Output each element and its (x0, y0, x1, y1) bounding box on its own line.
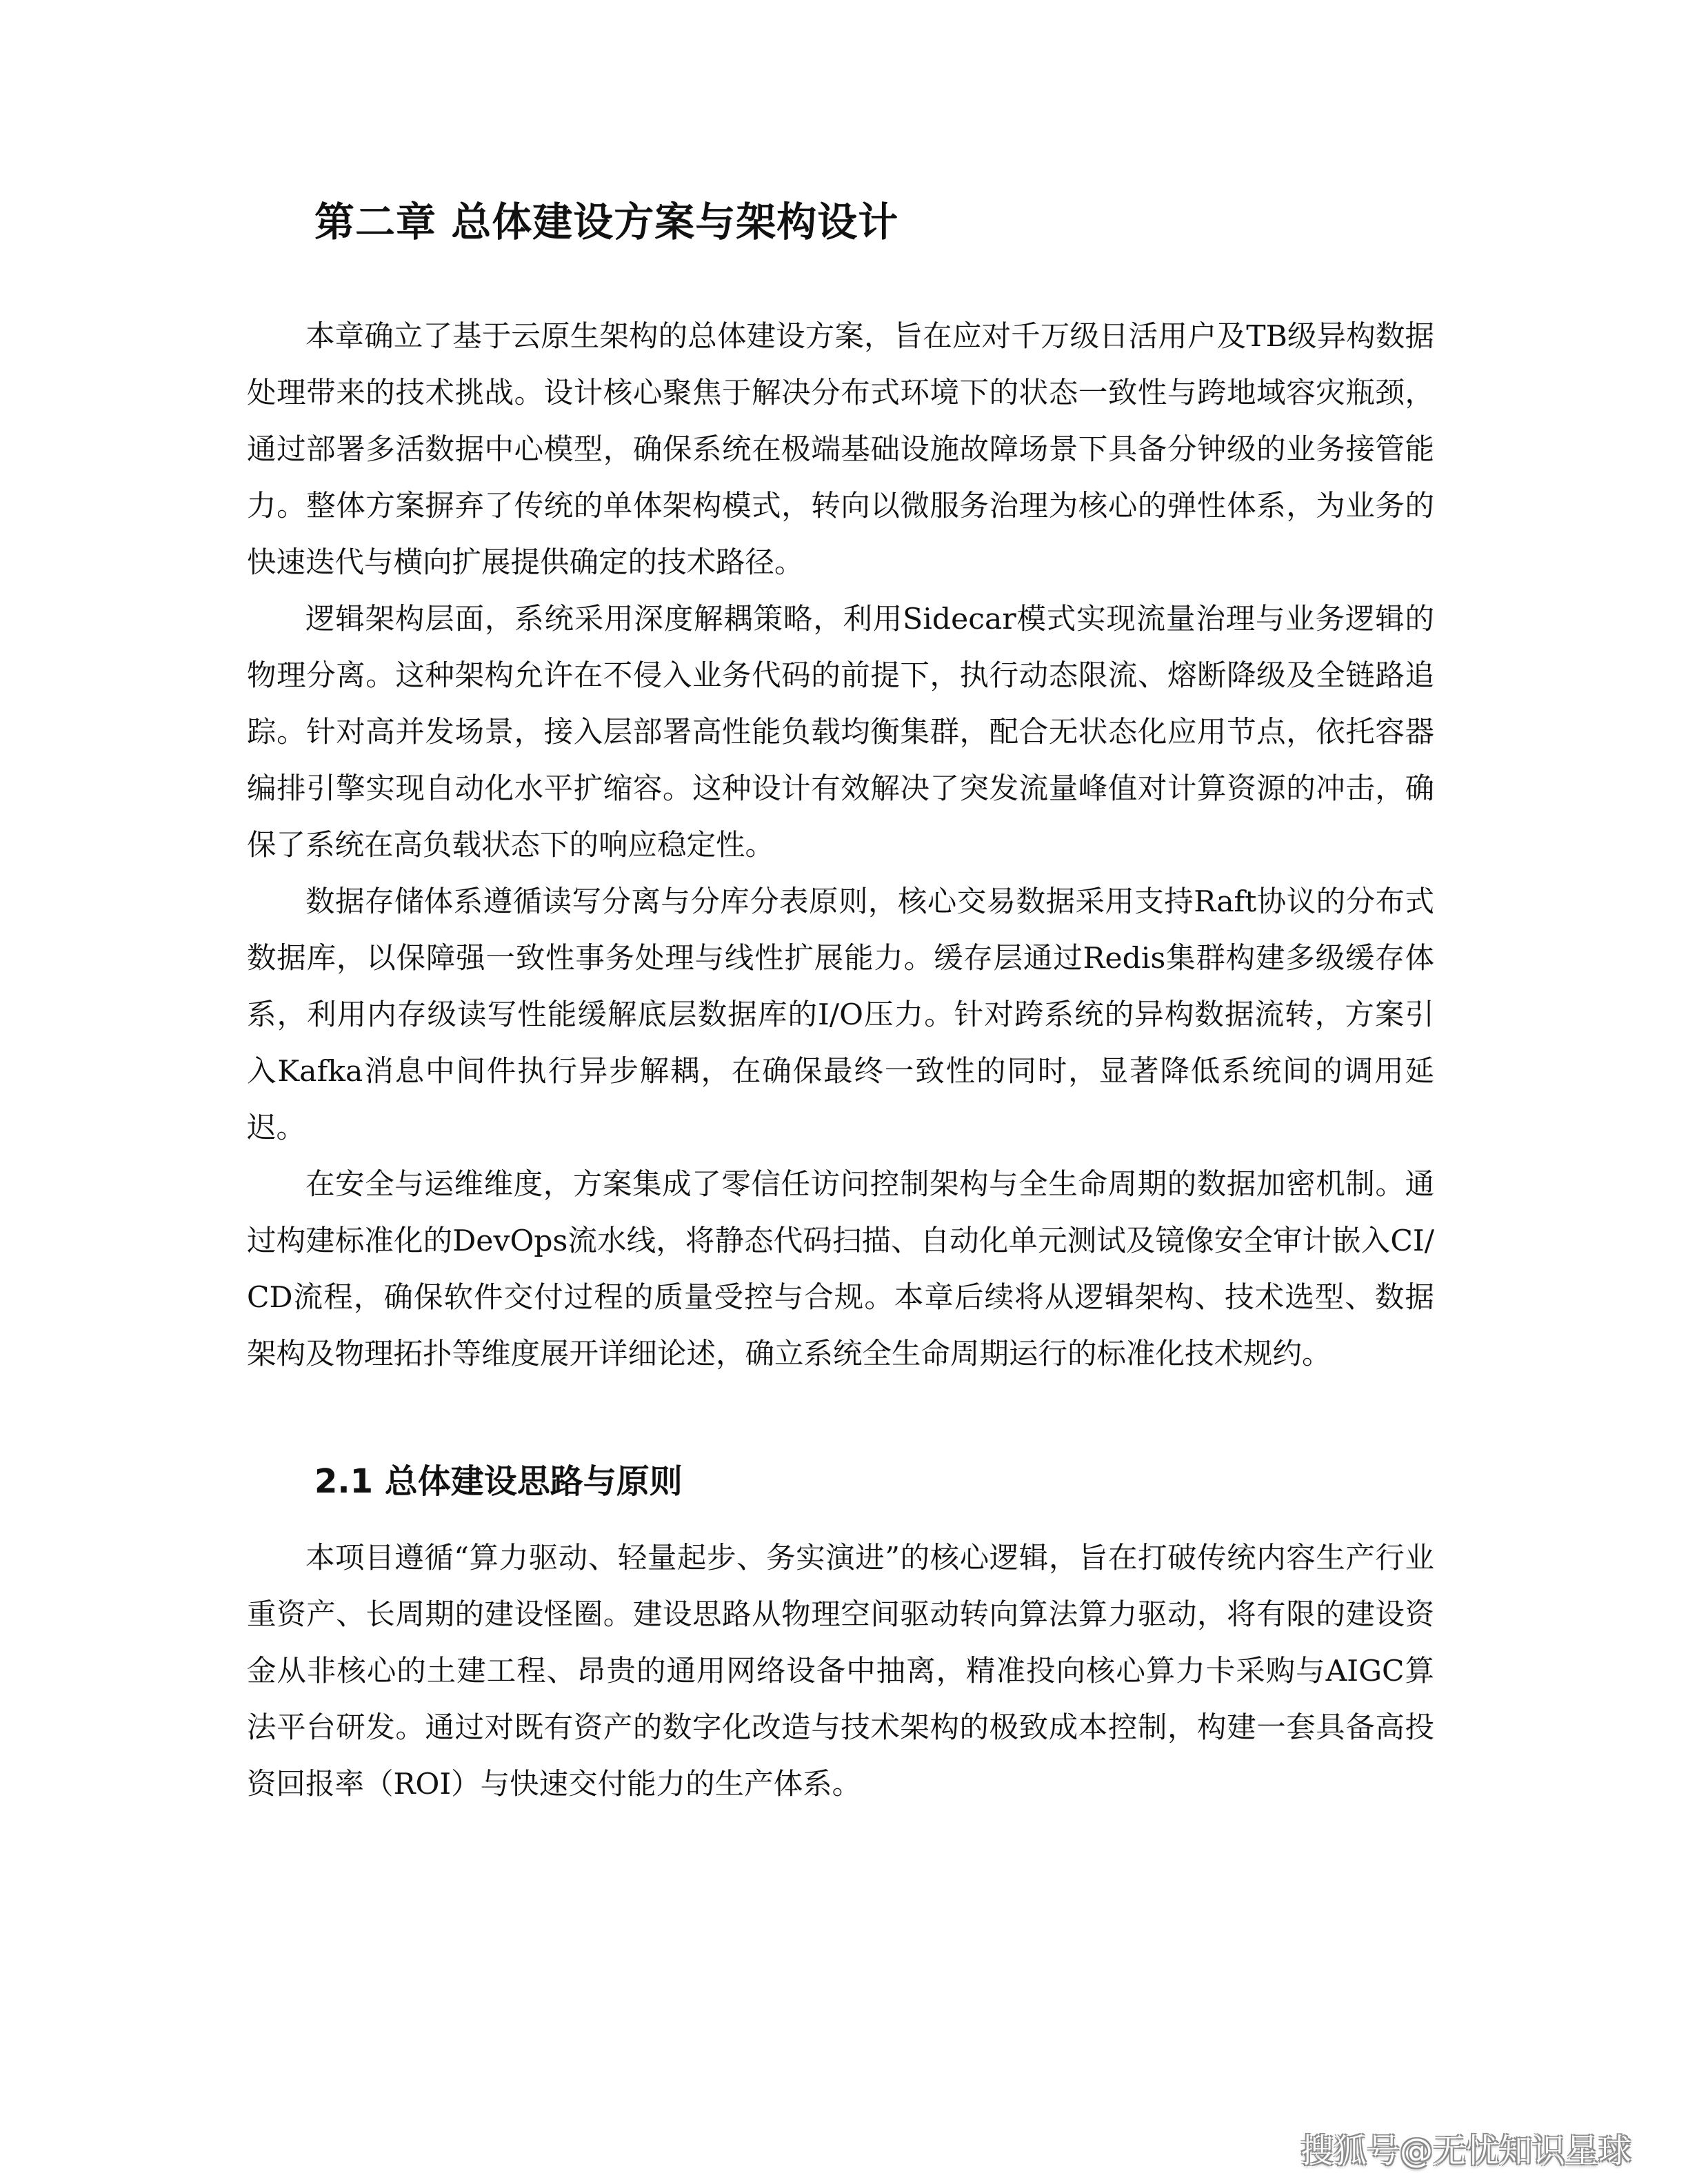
watermark: 搜狐号@无忧知识星球 (1300, 2132, 1631, 2170)
chapter-body (247, 309, 1434, 1383)
body-paragraph: 逻辑架构层面，系统采用深度解耦策略，利用Sidecar模式实现流量治理与业务逻辑的物理分离。这种架构允许在不侵入业务代码的前提下，执行动态限流、熔断降级及全链路追踪。针对高并发场景，接入层部署高性能负载均衡集群，配合无状态化应用节点，依托容器编排引擎实现自动化水平扩缩容。这种设计有效解决了突发流量峰值对计算资源的冲击，确保了系统在高负载状态下的响应稳定性。 (247, 603, 1434, 862)
chapter-title: 第二章 总体建设方案与架构设计 (314, 199, 899, 245)
body-paragraph: 在安全与运维维度，方案集成了零信任访问控制架构与全生命周期的数据加密机制。通过构建标准化的DevOps流水线，将静态代码扫描、自动化单元测试及镜像安全审计嵌入CI/CD流程，确保软件交付过程的质量受控与合规。本章后续将从逻辑架构、技术选型、数据架构及物理拓扑等维度展开详细论述，确立系统全生命周期运行的标准化技术规约。 (247, 1168, 1434, 1371)
body-paragraph: 本项目遵循“算力驱动、轻量起步、务实演进”的核心逻辑，旨在打破传统内容生产行业重资产、长周期的建设怪圈。建设思路从物理空间驱动转向算法算力驱动，将有限的建设资金从非核心的土建工程、昂贵的通用网络设备中抽离，精准投向核心算力卡采购与AIGC算法平台研发。通过对既有资产的数字化改造与技术架构的极致成本控制，构建一套具备高投资回报率（ROI）与快速交付能力的生产体系。 (247, 1541, 1434, 1801)
body-paragraph: 本章确立了基于云原生架构的总体建设方案，旨在应对千万级日活用户及TB级异构数据处理带来的技术挑战。设计核心聚焦于解决分布式环境下的状态一致性与跨地域容灾瓶颈，通过部署多活数据中心模型，确保系统在极端基础设施故障场景下具备分钟级的业务接管能力。整体方案摒弃了传统的单体架构模式，转向以微服务治理为核心的弹性体系，为业务的快速迭代与横向扩展提供确定的技术路径。 (247, 320, 1434, 580)
section-title: 2.1 总体建设思路与原则 (314, 1462, 683, 1501)
section-body (247, 1530, 1434, 1813)
body-paragraph: 数据存储体系遵循读写分离与分库分表原则，核心交易数据采用支持Raft协议的分布式数据库，以保障强一致性事务处理与线性扩展能力。缓存层通过Redis集群构建多级缓存体系，利用内存级读写性能缓解底层数据库的I/O压力。针对跨系统的异构数据流转，方案引入Kafka消息中间件执行异步解耦，在确保最终一致性的同时，显著降低系统间的调用延迟。 (247, 885, 1434, 1145)
